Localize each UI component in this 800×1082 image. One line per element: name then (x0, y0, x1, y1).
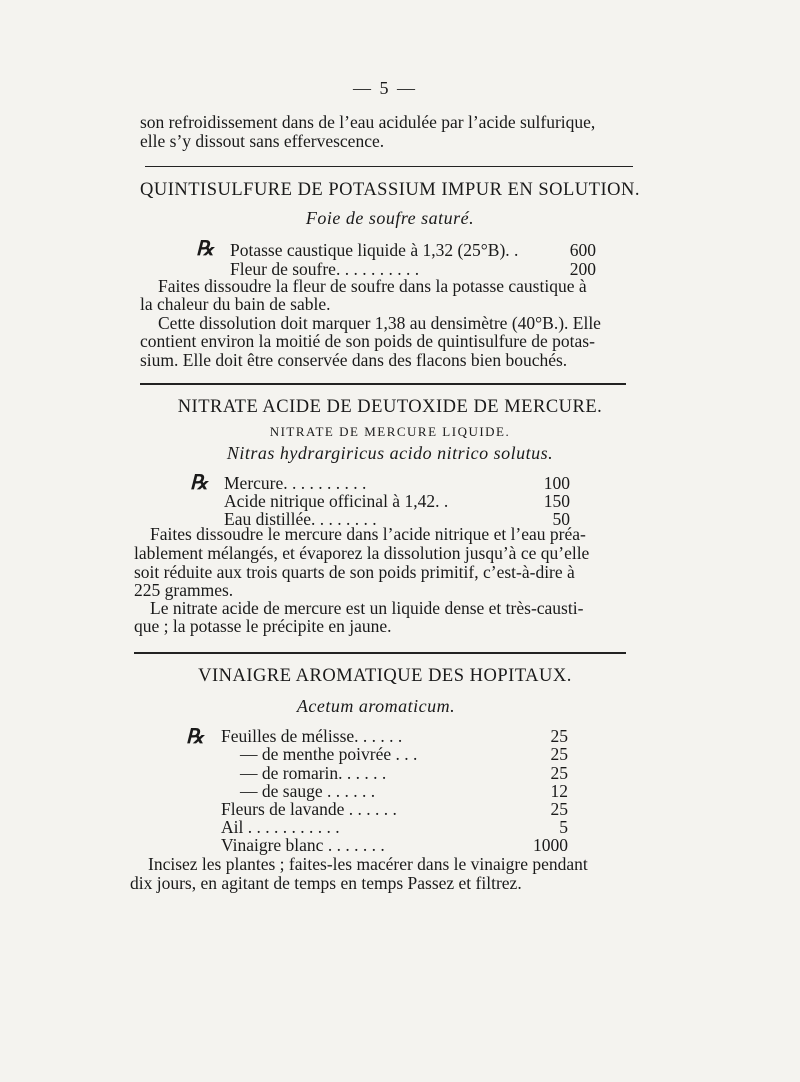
section-title: QUINTISULFURE DE POTASSIUM IMPUR EN SOLUTION. (140, 180, 640, 200)
text-line: sium. Elle doit être conservée dans des flacons bien bouchés. (140, 350, 568, 370)
ingredient-name: Mercure. . . . . . . . . . (224, 473, 367, 493)
section-latin-name: Nitras hydrargiricus acido nitrico solutus. (226, 443, 554, 463)
ingredient-name: Fleurs de lavande . . . . . . (221, 799, 397, 819)
ingredient-qty: 25 (550, 799, 568, 819)
ingredient-name: Eau distillée. . . . . . . . (224, 509, 377, 529)
ingredient-name: Vinaigre blanc . . . . . . . (221, 835, 385, 855)
section-subtitle: NITRATE DE MERCURE LIQUIDE. (269, 424, 511, 439)
ingredient-name: — de menthe poivrée . . . (240, 744, 418, 764)
ingredient-qty: 150 (543, 491, 570, 511)
section-title: NITRATE ACIDE DE DEUTOXIDE DE MERCURE. (177, 397, 603, 417)
text-line: que ; la potasse le précipite en jaune. (134, 616, 392, 636)
ingredient-qty: 5 (559, 817, 568, 837)
section-divider (140, 383, 626, 385)
intro-line-1: son refroidissement dans de l’eau acidulée par l’acide sulfurique, (140, 112, 596, 132)
text-line: Faites dissoudre la fleur de soufre dans la potasse caustique à (158, 276, 587, 296)
text-line: contient environ la moitié de son poids de quintisulfure de potas- (140, 331, 595, 351)
recipe-symbol: ℞ (186, 726, 204, 748)
section-divider (145, 166, 633, 167)
ingredient-name: Fleur de soufre. . . . . . . . . . (230, 259, 420, 279)
recipe-symbol: ℞ (190, 472, 208, 494)
ingredient-qty: 25 (550, 726, 568, 746)
ingredient-name: — de sauge . . . . . . (240, 781, 376, 801)
text-line: Cette dissolution doit marquer 1,38 au densimètre (40°B.). Elle (158, 313, 601, 333)
page-number: — 5 — (353, 78, 417, 98)
section-latin-name: Foie de soufre saturé. (305, 208, 475, 228)
text-line: soit réduite aux trois quarts de son poids primitif, c’est-à-dire à (134, 562, 575, 582)
ingredient-qty: 100 (543, 473, 570, 493)
ingredient-qty: 25 (550, 744, 568, 764)
ingredient-qty: 200 (569, 259, 596, 279)
ingredient-qty: 25 (550, 763, 568, 783)
ingredient-name: Acide nitrique officinal à 1,42. . (224, 491, 449, 511)
text-line: Faites dissoudre le mercure dans l’acide nitrique et l’eau préa- (150, 524, 586, 544)
text-line: Le nitrate acide de mercure est un liquide dense et très-causti- (150, 598, 584, 618)
text-line: dix jours, en agitant de temps en temps Passez et filtrez. (130, 873, 522, 893)
text-line: Incisez les plantes ; faites-les macérer dans le vinaigre pendant (148, 854, 588, 874)
section-divider (134, 652, 626, 654)
ingredient-name: Potasse caustique liquide à 1,32 (25°B). . (230, 240, 519, 260)
recipe-symbol: ℞ (196, 238, 214, 260)
section-title: VINAIGRE AROMATIQUE DES HOPITAUX. (198, 666, 572, 686)
ingredient-name: Ail . . . . . . . . . . . (221, 817, 340, 837)
section-latin-name: Acetum aromaticum. (296, 696, 456, 716)
ingredient-qty: 50 (552, 509, 570, 529)
text-line: la chaleur du bain de sable. (140, 294, 331, 314)
intro-line-2: elle s’y dissout sans effervescence. (140, 131, 385, 151)
text-line: lablement mélangés, et évaporez la dissolution jusqu’à ce qu’elle (134, 543, 590, 563)
ingredient-qty: 12 (550, 781, 568, 801)
ingredient-name: Feuilles de mélisse. . . . . . (221, 726, 403, 746)
ingredient-qty: 1000 (533, 835, 568, 855)
ingredient-qty: 600 (569, 240, 596, 260)
ingredient-name: — de romarin. . . . . . (240, 763, 387, 783)
text-line: 225 grammes. (134, 580, 234, 600)
